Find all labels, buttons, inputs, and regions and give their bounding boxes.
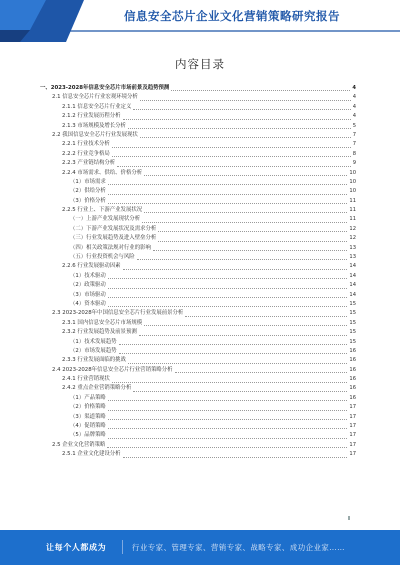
toc-page-number: 15 <box>349 338 356 345</box>
toc-entry[interactable] <box>40 281 356 290</box>
toc-leader-dots <box>108 305 348 307</box>
toc-entry-title: （3）市场驱动 <box>70 291 106 298</box>
toc-entry-title: 一、2023-2028年信息安全芯片市场前景及趋势预测 <box>40 84 170 91</box>
toc-leader-dots <box>142 221 347 223</box>
toc-leader-dots <box>171 89 350 91</box>
toc-leader-dots <box>175 371 348 373</box>
toc-page-number: 14 <box>349 282 356 289</box>
toc-entry[interactable] <box>40 169 356 178</box>
toc-leader-dots <box>108 183 348 185</box>
toc-entry-title: （2）市场发展趋势 <box>70 347 117 354</box>
toc-page-number: 15 <box>349 300 356 307</box>
toc-page-number: 7 <box>352 131 356 138</box>
toc-entry-title: （1）技术驱动 <box>70 272 106 279</box>
toc-leader-dots <box>108 287 348 289</box>
toc-page-number: 10 <box>349 178 356 185</box>
toc-page-number: 16 <box>349 376 356 383</box>
toc-page-number: 17 <box>349 441 356 448</box>
toc-entry-title: （5）品牌策略 <box>70 432 106 439</box>
toc-entry[interactable] <box>40 356 356 365</box>
toc-entry[interactable] <box>40 234 356 243</box>
toc-leader-dots <box>108 193 348 195</box>
footer-roles: 行业专家、管理专家、营销专家、战略专家、成功企业家…… <box>132 543 346 552</box>
toc-leader-dots <box>158 240 347 242</box>
toc-entry[interactable] <box>40 84 356 93</box>
toc-entry-title: （2）价格策略 <box>70 404 106 411</box>
toc-leader-dots <box>128 127 351 129</box>
toc-leader-dots <box>158 230 347 232</box>
toc-entry[interactable] <box>40 215 356 224</box>
toc-entry-title: 2.3.2 行业发展趋势及前景预测 <box>62 329 137 336</box>
toc-page-number: 17 <box>349 432 356 439</box>
footer-banner <box>0 530 400 565</box>
toc-entry[interactable] <box>40 140 356 149</box>
toc-entry-title: 2.1.1 信息安全芯片行业定义 <box>62 103 132 110</box>
toc-entry-title: （1）产品策略 <box>70 394 106 401</box>
toc-entry[interactable] <box>40 262 356 271</box>
toc-entry-title: 2.5 企业文化营销策略 <box>52 441 106 448</box>
toc-entry[interactable] <box>40 244 356 253</box>
toc-entry-title: 2.2 我国信息安全芯片行业发展现状 <box>52 131 138 138</box>
toc-entry[interactable] <box>40 450 356 459</box>
toc-page-number: 17 <box>349 404 356 411</box>
footer-divider <box>122 540 123 554</box>
toc-entry-title: 2.3.3 行业发展面临的挑战 <box>62 357 126 364</box>
toc-entry[interactable] <box>40 441 356 450</box>
toc-page-number: 4 <box>352 84 356 91</box>
toc-leader-dots <box>119 343 348 345</box>
toc-leader-dots <box>144 324 347 326</box>
toc-page-number: 9 <box>352 160 356 167</box>
toc-entry[interactable] <box>40 338 356 347</box>
toc-entry[interactable] <box>40 413 356 422</box>
toc-page-number: 16 <box>349 394 356 401</box>
toc-entry-title: 2.4 2023-2028年信息安全芯片行业营销策略分析 <box>52 366 173 373</box>
toc-leader-dots <box>123 268 348 270</box>
toc-entry[interactable] <box>40 291 356 300</box>
toc-entry[interactable] <box>40 422 356 431</box>
toc-entry-title: （2）政策驱动 <box>70 282 106 289</box>
toc-entry-title: 2.3.1 国内信息安全芯片市场规模 <box>62 319 143 326</box>
toc-page-number: 4 <box>352 103 356 110</box>
toc-page-number: 15 <box>349 329 356 336</box>
toc-page-number: 15 <box>349 319 356 326</box>
toc-entry-title: （二）下游产业发展状况及需求分析 <box>70 225 157 232</box>
toc-entry[interactable] <box>40 122 356 131</box>
toc-entry[interactable] <box>40 385 356 394</box>
toc-page-number: 5 <box>352 122 356 129</box>
toc-leader-dots <box>112 381 348 383</box>
toc-page-number: 17 <box>349 423 356 430</box>
toc-entry[interactable] <box>40 150 356 159</box>
toc-entry-title: （1）技术发展趋势 <box>70 338 117 345</box>
toc-entry-title: 2.2.4 市场需求、供给、价格分析 <box>62 169 143 176</box>
toc-entry-title: （2）供给分析 <box>70 188 106 195</box>
toc-entry-title: （五）行业投资机会与风险 <box>70 254 135 261</box>
toc-leader-dots <box>108 418 348 420</box>
report-header <box>0 0 400 42</box>
toc-entry-title: 2.5.1 企业文化建设分析 <box>62 451 121 458</box>
toc-leader-dots <box>112 155 351 157</box>
toc-leader-dots <box>117 165 351 167</box>
toc-leader-dots <box>108 277 348 279</box>
toc-leader-dots <box>144 211 347 213</box>
toc-entry-title: 2.2.5 行业上、下游产业发展状况 <box>62 207 143 214</box>
toc-entry-title: 2.2.6 行业发展驱动因素 <box>62 263 121 270</box>
toc-page-number: 11 <box>349 207 356 214</box>
toc-entry-title: （4）促销策略 <box>70 423 106 430</box>
toc-page-number: 16 <box>349 347 356 354</box>
toc-page-number: 12 <box>349 235 356 242</box>
toc-page-number: 14 <box>349 272 356 279</box>
toc-entry[interactable] <box>40 431 356 440</box>
toc-entry-title: （3）价格分析 <box>70 197 106 204</box>
toc-leader-dots <box>108 202 348 204</box>
toc-entry[interactable] <box>40 103 356 112</box>
toc-leader-dots <box>140 136 351 138</box>
toc-entry[interactable] <box>40 347 356 356</box>
toc-leader-dots <box>108 437 348 439</box>
toc-entry-title: （三）行业发展趋势及进入壁垒分析 <box>70 235 157 242</box>
toc-entry[interactable] <box>40 366 356 375</box>
toc-entry[interactable] <box>40 206 356 215</box>
toc-leader-dots <box>112 146 351 148</box>
toc-leader-dots <box>140 99 351 101</box>
toc-entry[interactable] <box>40 272 356 281</box>
toc-entry[interactable] <box>40 197 356 206</box>
report-title: 信息安全芯片企业文化营销策略研究报告 <box>124 9 340 23</box>
toc-entry[interactable] <box>40 328 356 337</box>
toc-page-number: 13 <box>349 254 356 261</box>
toc-entry-title: （4）资本驱动 <box>70 300 106 307</box>
toc-entry-title: （四）相关政策法规对行业的影响 <box>70 244 151 251</box>
toc-entry-title: 2.3 2023-2028年中国信息安全芯片行业发展前景分析 <box>52 310 184 317</box>
toc-leader-dots <box>133 108 350 110</box>
toc-entry[interactable] <box>40 253 356 262</box>
toc-leader-dots <box>137 258 348 260</box>
toc-leader-dots <box>108 427 348 429</box>
toc-entry[interactable] <box>40 178 356 187</box>
page-mark <box>348 516 350 520</box>
toc-leader-dots <box>107 446 347 448</box>
toc-entry-title: 2.4.1 行业营销现状 <box>62 376 110 383</box>
toc-entry[interactable] <box>40 93 356 102</box>
toc-page-number: 14 <box>349 263 356 270</box>
toc-page-number: 16 <box>349 385 356 392</box>
toc-leader-dots <box>108 296 348 298</box>
toc-entry-title: 2.2.3 产业链结构分析 <box>62 160 116 167</box>
toc-page-number: 8 <box>352 150 356 157</box>
toc-page-number: 11 <box>349 197 356 204</box>
toc-leader-dots <box>128 362 347 364</box>
toc-entry-title: 2.1.2 行业发展历程分析 <box>62 113 121 120</box>
toc-entry[interactable] <box>40 131 356 140</box>
toc-entry-title: 2.1 信息安全芯片行业宏观环境分析 <box>52 94 138 101</box>
toc-page-number: 14 <box>349 291 356 298</box>
toc-leader-dots <box>123 118 351 120</box>
toc-leader-dots <box>119 352 348 354</box>
toc-entry[interactable] <box>40 309 356 318</box>
toc-entry-title: （3）渠道策略 <box>70 413 106 420</box>
toc-page-number: 4 <box>352 113 356 120</box>
toc-leader-dots <box>108 409 348 411</box>
toc-entry[interactable] <box>40 159 356 168</box>
toc-page-number: 4 <box>352 94 356 101</box>
toc-entry[interactable] <box>40 375 356 384</box>
toc-page-number: 13 <box>349 244 356 251</box>
toc-page-number: 7 <box>352 141 356 148</box>
toc-page-number: 15 <box>349 310 356 317</box>
toc-entry[interactable] <box>40 225 356 234</box>
table-of-contents <box>40 84 356 460</box>
toc-entry[interactable] <box>40 300 356 309</box>
toc-page-number: 10 <box>349 188 356 195</box>
toc-entry-title: （1）市场需求 <box>70 178 106 185</box>
toc-page-number: 10 <box>349 169 356 176</box>
toc-page-number: 17 <box>349 451 356 458</box>
toc-page-number: 17 <box>349 413 356 420</box>
toc-entry-title: 2.4.2 重点企业营销策略分析 <box>62 385 132 392</box>
toc-page-number: 12 <box>349 225 356 232</box>
toc-leader-dots <box>133 390 347 392</box>
toc-leader-dots <box>153 249 348 251</box>
toc-page-number: 16 <box>349 366 356 373</box>
toc-leader-dots <box>139 334 348 336</box>
toc-entry[interactable] <box>40 187 356 196</box>
toc-page-number: 16 <box>349 357 356 364</box>
footer-slogan: 让每个人都成为 <box>46 543 107 552</box>
toc-entry-title: 2.2.1 行业技术分析 <box>62 141 110 148</box>
toc-entry[interactable] <box>40 112 356 121</box>
toc-entry[interactable] <box>40 319 356 328</box>
toc-entry[interactable] <box>40 394 356 403</box>
toc-leader-dots <box>144 174 347 176</box>
toc-page-number: 11 <box>349 216 356 223</box>
toc-entry-title: （一）上游产业发展现状分析 <box>70 216 141 223</box>
toc-leader-dots <box>123 456 348 458</box>
toc-entry-title: 2.2.2 行业竞争格局 <box>62 150 110 157</box>
toc-leader-dots <box>185 315 347 317</box>
toc-entry[interactable] <box>40 403 356 412</box>
toc-entry-title: 2.1.3 市场规模及增长分析 <box>62 122 126 129</box>
toc-title: 内容目录 <box>175 57 225 71</box>
toc-leader-dots <box>108 399 348 401</box>
